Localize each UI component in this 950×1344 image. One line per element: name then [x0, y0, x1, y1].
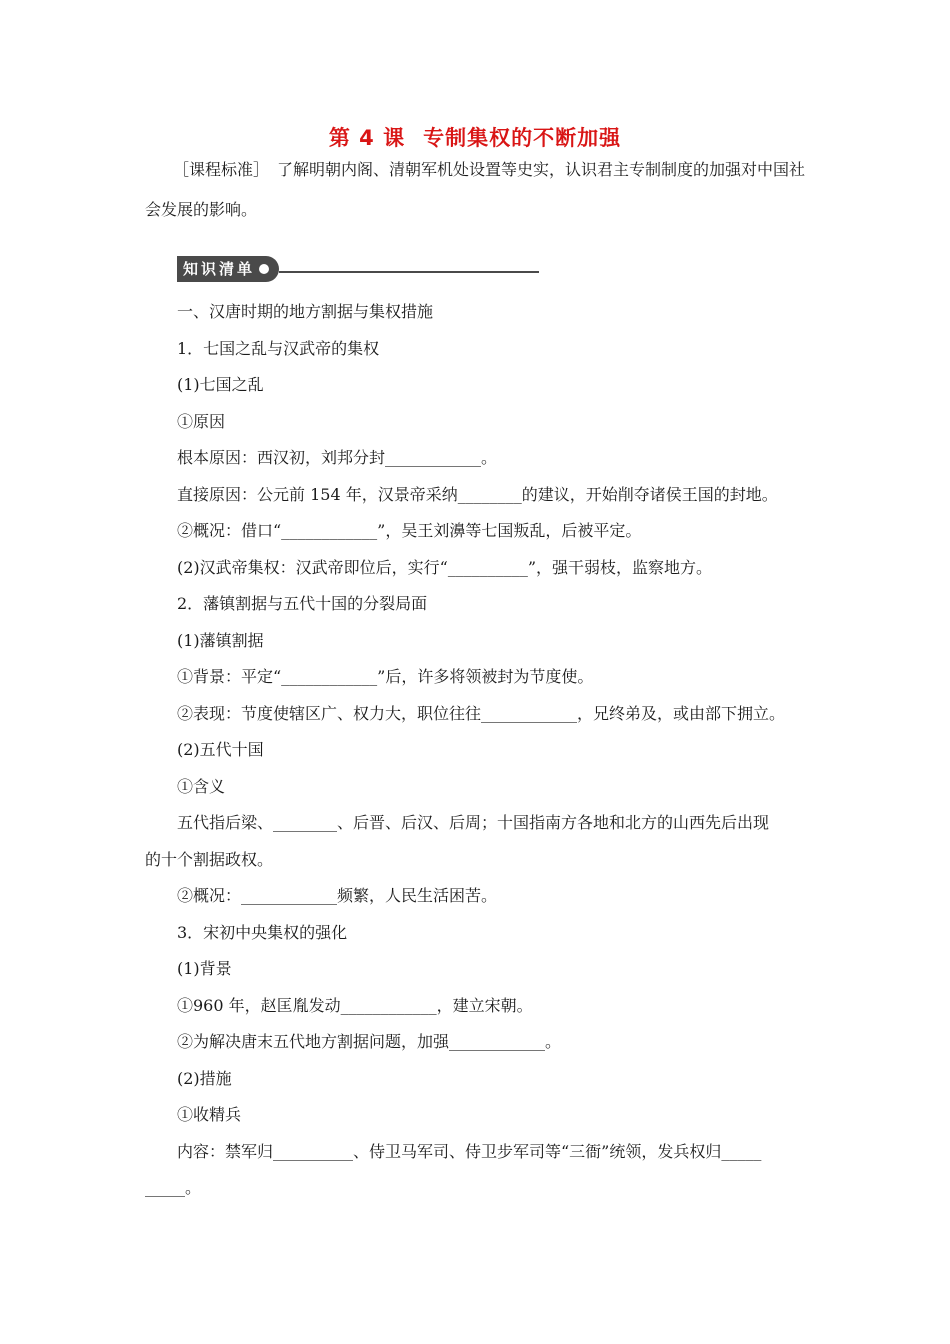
content-line: ①原因 [177, 411, 226, 431]
standard-tag: ［课程标准］ [173, 160, 270, 179]
content-line: 3．宋初中央集权的强化 [177, 922, 348, 942]
lesson-name: 专制集权的不断加强 [423, 126, 622, 150]
standard-text: 了解明朝内阁、清朝军机处设置等史实，认识君主专制制度的加强对中国社会发展的影响。 [145, 160, 806, 219]
knowledge-list [145, 294, 813, 1207]
content-line: _____。 [145, 1178, 202, 1197]
content-line: ①含义 [177, 776, 226, 796]
content-line: (1)七国之乱 [177, 375, 264, 394]
content-line: 2．藩镇割据与五代十国的分裂局面 [177, 594, 428, 613]
page-title [0, 122, 950, 152]
content-line: ②概况：借口“____________”，吴王刘濞等七国叛乱，后被平定。 [177, 521, 642, 540]
content-line: ②表现：节度使辖区广、权力大，职位往往____________，兄终弟及，或由部下拥立。 [177, 703, 786, 723]
dot-icon [259, 264, 269, 274]
curriculum-standard [145, 150, 813, 230]
content-line: 五代指后梁、________、后晋、后汉、后周；十国指南方各地和北方的山西先后出现 [177, 813, 770, 832]
content-line: (2)措施 [177, 1068, 232, 1088]
content-line: 1．七国之乱与汉武帝的集权 [177, 338, 380, 358]
content-line: ①960 年，赵匡胤发动____________，建立宋朝。 [177, 995, 533, 1015]
banner-divider [279, 271, 539, 273]
content-line: 内容：禁军归__________、侍卫马军司、侍卫步军司等“三衙”统领，发兵权归_____ [177, 1141, 762, 1161]
banner-label-box [177, 256, 279, 282]
content-line: ①收精兵 [177, 1105, 242, 1124]
lesson-number: 第 4 课 [328, 126, 406, 150]
content-line: 一、汉唐时期的地方割据与集权措施 [177, 302, 434, 321]
section-banner [177, 256, 539, 282]
banner-label: 知识清单 [183, 260, 256, 278]
content-line: 根本原因：西汉初，刘邦分封____________。 [177, 448, 498, 467]
content-line: (2)汉武帝集权：汉武帝即位后，实行“__________”，强干弱枝，监察地方。 [177, 557, 713, 577]
content-line: (1)藩镇割据 [177, 630, 264, 650]
content-line: ①背景：平定“____________”后，许多将领被封为节度使。 [177, 667, 594, 686]
content-line: ②为解决唐末五代地方割据问题，加强____________。 [177, 1032, 562, 1051]
content-line: 的十个割据政权。 [145, 849, 274, 869]
content-line: 直接原因：公元前 154 年，汉景帝采纳________的建议，开始削夺诸侯王国的封地。 [177, 484, 778, 504]
content-line: (2)五代十国 [177, 740, 264, 759]
content-line: (1)背景 [177, 959, 232, 978]
content-line: ②概况：____________频繁，人民生活困苦。 [177, 886, 498, 905]
